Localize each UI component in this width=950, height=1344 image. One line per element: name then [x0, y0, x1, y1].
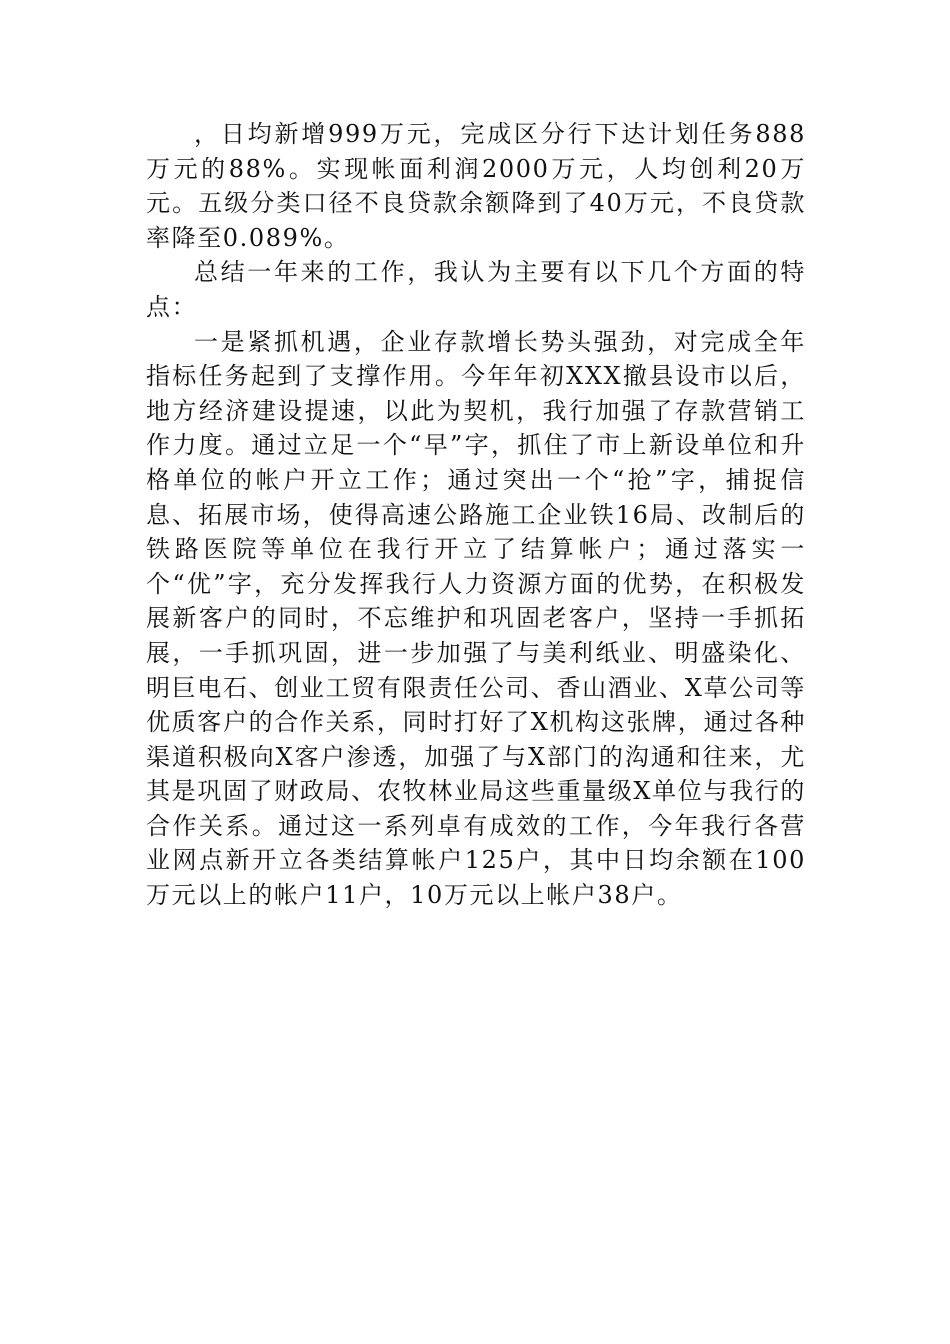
document-body: [146, 117, 806, 913]
paragraph-features-intro: 总结一年来的工作，我认为主要有以下几个方面的特点：: [146, 258, 806, 321]
paragraph-results-summary: ，日均新增999万元，完成区分行下达计划任务888万元的88%。实现帐面利润2000万元，人均创利20万元。五级分类口径不良贷款余额降到了40万元，不良贷款率降至0.089%。: [146, 120, 806, 252]
paragraph-deposit-growth: 一是紧抓机遇，企业存款增长势头强劲，对完成全年指标任务起到了支撑作用。今年年初XXX撤县设市以后，地方经济建设提速，以此为契机，我行加强了存款营销工作力度。通过立足一个“早”字，抓住了市上新设单位和升格单位的帐户开立工作；通过突出一个“抢”字，捕捉信息、拓展市场，使得高速公路施工企业铁16局、改制后的铁路医院等单位在我行开立了结算帐户；通过落实一个“优”字，充分发挥我行人力资源方面的优势，在积极发展新客户的同时，不忘维护和巩固老客户，坚持一手抓拓展，一手抓巩固，进一步加强了与美利纸业、明盛染化、明巨电石、创业工贸有限责任公司、香山酒业、X草公司等优质客户的合作关系，同时打好了X机构这张牌，通过各种渠道积极向X客户渗透，加强了与X部门的沟通和往来，尤其是巩固了财政局、农牧林业局这些重量级X单位与我行的合作关系。通过这一系列卓有成效的工作，今年我行各营业网点新开立各类结算帐户125户，其中日均余额在100万元以上的帐户11户，10万元以上帐户38户。: [146, 327, 806, 910]
